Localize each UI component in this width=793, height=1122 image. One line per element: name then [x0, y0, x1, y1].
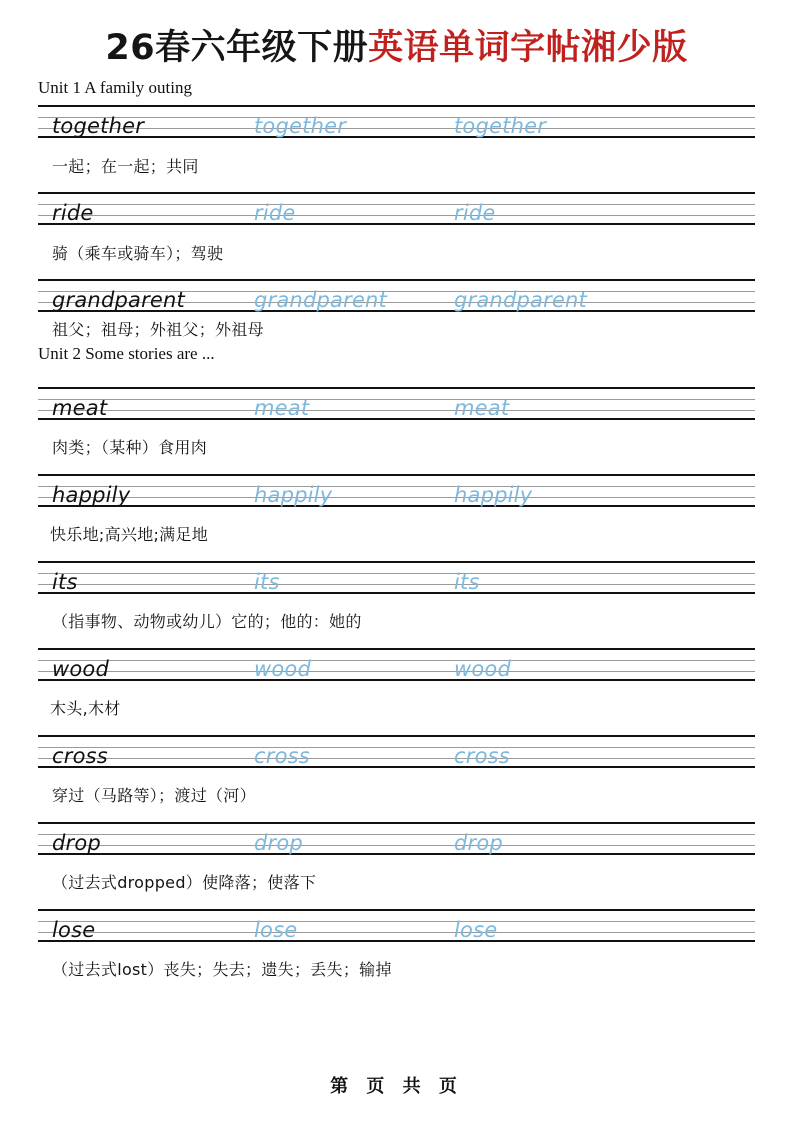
- staff-words: [38, 824, 755, 857]
- word-trace-2: together: [454, 114, 547, 139]
- word-entry: [38, 735, 755, 822]
- word-meaning: （过去式dropped）使降落；使落下: [52, 873, 317, 893]
- word-meaning: （过去式lost）丧失；失去；遗失；丢失；输掉: [52, 960, 392, 980]
- word-entry: [38, 909, 755, 996]
- word-model: grandparent: [52, 288, 185, 313]
- page-title: [0, 0, 793, 68]
- staff-words: [38, 476, 755, 509]
- word-model: happily: [52, 482, 131, 507]
- word-model: together: [52, 114, 145, 139]
- word-meaning: 木头,木材: [50, 699, 121, 719]
- word-trace-1: cross: [254, 743, 310, 768]
- word-trace-1: together: [254, 114, 347, 139]
- unit-heading-2: Unit 2 Some stories are ...: [38, 344, 215, 364]
- word-trace-1: drop: [254, 830, 303, 855]
- handwriting-staff[interactable]: [38, 735, 755, 768]
- word-entry: [38, 648, 755, 735]
- unit-heading-spacer: [0, 365, 793, 387]
- handwriting-staff[interactable]: [38, 909, 755, 942]
- handwriting-staff[interactable]: [38, 387, 755, 420]
- word-entry: [38, 192, 755, 279]
- word-entry: [38, 387, 755, 474]
- staff-words: [38, 281, 755, 314]
- word-meaning: 快乐地;高兴地;满足地: [50, 525, 209, 545]
- word-meaning: 骑（乘车或骑车）；驾驶: [52, 243, 224, 263]
- word-meaning: 肉类；（某种）食用肉: [52, 438, 208, 458]
- word-trace-2: happily: [454, 482, 533, 507]
- handwriting-staff[interactable]: [38, 648, 755, 681]
- staff-words: [38, 911, 755, 944]
- staff-words: [38, 107, 755, 140]
- word-trace-1: meat: [254, 395, 310, 420]
- word-trace-2: wood: [454, 656, 512, 681]
- word-trace-2: meat: [454, 395, 510, 420]
- word-entry: [38, 105, 755, 192]
- word-model: lose: [52, 917, 96, 942]
- word-meaning: 一起；在一起；共同: [52, 156, 199, 176]
- staff-words: [38, 563, 755, 596]
- handwriting-staff[interactable]: [38, 279, 755, 312]
- word-trace-1: happily: [254, 482, 333, 507]
- word-meaning: （指事物、动物或幼儿）它的；他的：她的: [52, 612, 362, 632]
- handwriting-staff[interactable]: [38, 561, 755, 594]
- word-entry: [38, 474, 755, 561]
- word-model: ride: [52, 201, 94, 226]
- word-model: meat: [52, 395, 108, 420]
- word-entry: [38, 822, 755, 909]
- staff-words: [38, 194, 755, 227]
- word-list: [0, 105, 793, 995]
- word-trace-1: lose: [254, 917, 298, 942]
- handwriting-staff[interactable]: [38, 474, 755, 507]
- handwriting-staff[interactable]: [38, 192, 755, 225]
- word-meaning: 穿过（马路等）；渡过（河）: [52, 786, 256, 806]
- word-trace-2: lose: [454, 917, 498, 942]
- word-trace-1: grandparent: [254, 288, 387, 313]
- title-black-text: 26春六年级下册: [105, 28, 369, 68]
- word-trace-1: ride: [254, 201, 296, 226]
- page-footer: 第 页 共 页: [330, 1076, 463, 1097]
- staff-words: [38, 389, 755, 422]
- word-entry: [38, 561, 755, 648]
- word-trace-1: wood: [254, 656, 312, 681]
- title-red-text: 英语单词字帖湘少版: [368, 28, 688, 68]
- word-trace-2: grandparent: [454, 288, 587, 313]
- word-trace-2: drop: [454, 830, 503, 855]
- handwriting-staff[interactable]: [38, 822, 755, 855]
- word-entry: [38, 279, 755, 344]
- handwriting-staff[interactable]: [38, 105, 755, 138]
- staff-words: [38, 650, 755, 683]
- unit-heading-1: Unit 1 A family outing: [38, 78, 192, 98]
- word-model: cross: [52, 743, 108, 768]
- word-model: wood: [52, 656, 110, 681]
- word-model: its: [52, 569, 78, 594]
- staff-words: [38, 737, 755, 770]
- word-model: drop: [52, 830, 101, 855]
- word-trace-2: its: [454, 569, 480, 594]
- word-trace-2: ride: [454, 201, 496, 226]
- word-trace-2: cross: [454, 743, 510, 768]
- word-trace-1: its: [254, 569, 280, 594]
- word-meaning: 祖父；祖母；外祖父；外祖母: [52, 319, 264, 339]
